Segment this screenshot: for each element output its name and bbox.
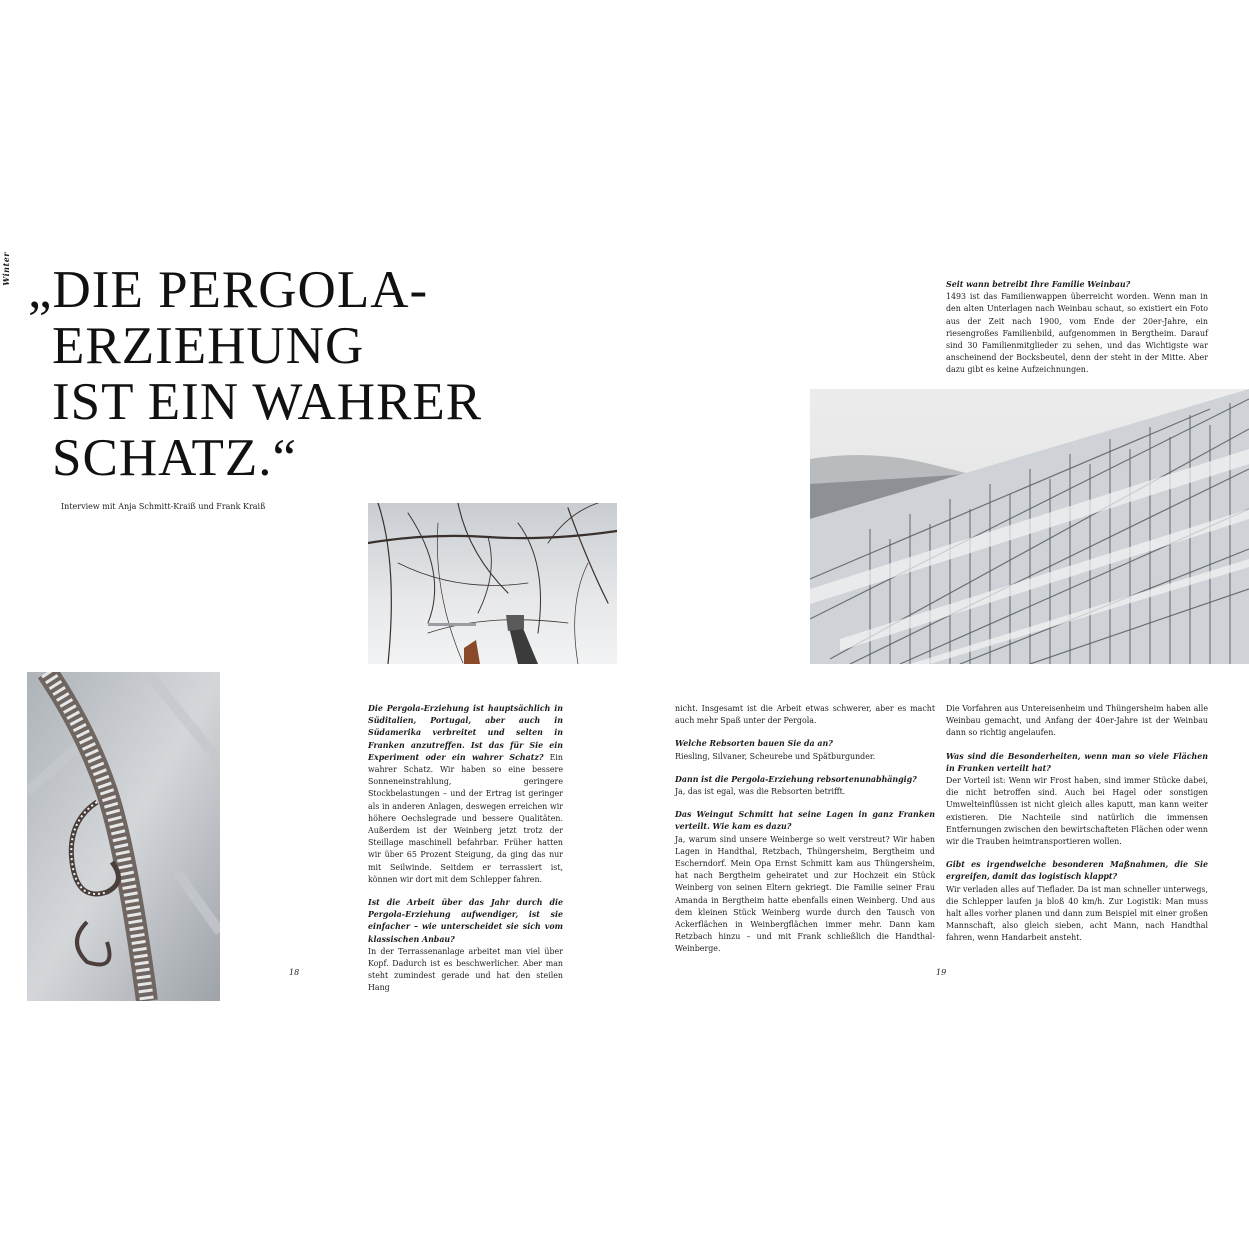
intro-question: Die Pergola-Erziehung ist hauptsächlich in Süditalien, Portugal, aber auch in Südamerika verbreitet und selten in Franken anzutreffen. Ist das für Sie ein Experiment oder ein wahrer Schatz?: [368, 704, 563, 762]
column-3: [946, 703, 1208, 956]
answer-2: In der Terrassenanlage arbeitet man viel über Kopf. Dadurch ist es beschwerlicher. Aber man steht zumindest gerade und hat den steilen Hang: [368, 946, 563, 993]
headline-line-2: ERZIEHUNG: [52, 317, 365, 375]
question-3: Welche Rebsorten bauen Sie da an?: [675, 739, 833, 749]
answer-2-continued: nicht. Insgesamt ist die Arbeit etwas schwerer, aber es macht auch mehr Spaß unter der Pergola.: [675, 704, 935, 726]
photo-vineyard-terraces: [810, 389, 1249, 664]
headline: [28, 262, 498, 486]
column-1: [368, 703, 563, 995]
page-number-right: 19: [936, 968, 947, 977]
answer-5: Ja, warum sind unsere Weinberge so weit verstreut? Wir haben Lagen in Handthal, Retzbach, Thüngersheim, Bergtheim und Escherndorf. Mein Opa Ernst Schmitt kam aus Thüngersheim, hat nach Bergtheim geheiratet und zur Hochzeit ein Stück Weinberg von seinen Eltern gekriegt. Die Familie seiner Frau Amanda in Bergtheim hatte ebenfalls einen Weinberg. Und aus dem kleinen Stück Weinberg wurde durch den Tausch von Ackerflächen in Weinbergflächen immer mehr. Dann kam Retzbach hinzu – und mit Frank schließlich die Handthal-Weinberge.: [675, 834, 935, 954]
section-label: Winter: [1, 252, 11, 286]
headline-line-3: IST EIN WAHRER: [52, 373, 483, 431]
question-6: Was sind die Besonderheiten, wenn man so viele Flächen in Franken verteilt hat?: [946, 751, 1208, 773]
photo-pruning-hands: [368, 503, 617, 664]
byline: Interview mit Anja Schmitt-Kraiß und Frank Kraiß: [61, 502, 266, 511]
question-4: Dann ist die Pergola-Erziehung rebsortenunabhängig?: [675, 774, 917, 784]
top-right-text: [946, 279, 1208, 377]
answer-7: Wir verladen alles auf Tieflader. Da ist man schneller unterwegs, die Schlepper laufen ja bloß 40 km/h. Zur Logistik: Man muss halt alles vorher planen und dann zum Beispiel mit einer großen Mannschaft, also gleich sieben, acht Mann, nach Handthal fahren, wenn Handarbeit ansteht.: [946, 884, 1208, 943]
page-number-left: 18: [289, 968, 300, 977]
answer-6: Der Vorteil ist: Wenn wir Frost haben, sind immer Stücke dabei, die nicht betroffen sind. Auch bei Hagel oder sonstigen Umwelteinflüssen ist nicht gleich alles kaputt, man kann weiter existieren. Die Nachteile sind natürlich die immensen Entfernungen zwischen den bewirtschafteten Flächen oder wenn wir die Trauben heimtransportieren wollen.: [946, 776, 1208, 847]
answer-3: Riesling, Silvaner, Scheurebe und Spätburgunder.: [675, 751, 876, 761]
photo-frosted-tendril: [27, 672, 220, 1001]
question-7: Gibt es irgendwelche besonderen Maßnahmen, die Sie ergreifen, damit das logistisch klappt?: [946, 860, 1208, 882]
question-2: Ist die Arbeit über das Jahr durch die Pergola-Erziehung aufwendiger, ist sie einfacher – wie unterscheidet sie sich vom klassischen Anbau?: [368, 898, 563, 944]
answer-5-continued: Die Vorfahren aus Untereisenheim und Thüngersheim haben alle Weinbau gemacht, und Anfang der 40er-Jahre ist der Weinbau dann so richtig angelaufen.: [946, 704, 1208, 738]
column-2: [675, 703, 935, 967]
answer-4: Ja, das ist egal, was die Rebsorten betrifft.: [675, 787, 846, 797]
answer-1: Ein wahrer Schatz. Wir haben so eine bessere Sonneneinstrahlung, geringere Stockbelastungen – und der Ertrag ist geringer als in anderen Anlagen, deswegen erreichen wir höhere Oechslegrade und bessere Qualitäten. Außerdem ist der Weinberg jetzt trotz der Steillage maschinell befahrbar. Früher hatten wir über 65 Prozent Steigung, da ging das nur mit Seilwinde. Seitdem er terrassiert ist, können wir dort mit dem Schlepper fahren.: [368, 752, 563, 884]
answer: 1493 ist das Familienwappen überreicht worden. Wenn man in den alten Unterlagen nach Weinbau schaut, so existiert ein Foto aus der Zeit nach 1900, vom Ende der 20er-Jahre, ein riesengroßes Familienbild, aufgenommen in Bergtheim. Darauf sind 30 Familienmitglieder zu sehen, und das Wichtigste war anscheinend der Bocksbeutel, denn der steht in der Mitte. Aber dazu gibt es keine Aufzeichnungen.: [946, 292, 1208, 375]
question: Seit wann betreibt Ihre Familie Weinbau?: [946, 280, 1131, 289]
headline-line-1: „DIE PERGOLA-: [28, 261, 429, 319]
question-5: Das Weingut Schmitt hat seine Lagen in ganz Franken verteilt. Wie kam es dazu?: [675, 810, 935, 832]
headline-line-4: SCHATZ.“: [52, 429, 298, 487]
